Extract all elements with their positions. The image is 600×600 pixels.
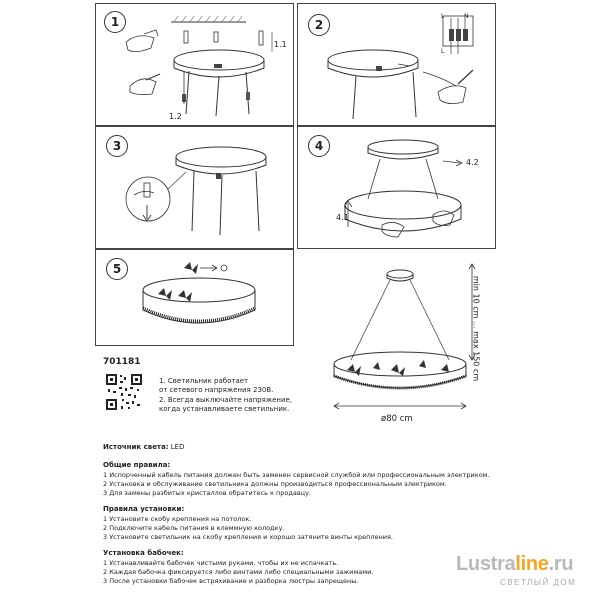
- wire-label-n: N: [464, 13, 469, 20]
- note-2-line-1: 2. Всегда выключайте напряжение,: [159, 396, 293, 404]
- butterfly-rules-title: Установка бабочек:: [103, 549, 184, 557]
- general-rules-title: Общие правила:: [103, 461, 171, 469]
- note-1-line-1: 1. Светильник работает: [159, 377, 249, 385]
- height-label: min 10 cm ... max 150 cm: [471, 275, 481, 382]
- brand-logo: [456, 553, 573, 576]
- butterfly-rule-3: 3 После установки бабочек встряхивание и разборка люстры запрещены.: [103, 577, 359, 585]
- general-rule-2: 2 Установка и обслуживание светильника должны производиться профессиональным электриком.: [103, 480, 447, 488]
- step-number: 4: [308, 135, 330, 157]
- light-source-line: [103, 443, 184, 451]
- product-code: 701181: [103, 357, 141, 367]
- qr-code: [104, 372, 144, 412]
- step-5-drawing: [96, 250, 293, 345]
- light-source-value: LED: [170, 443, 185, 451]
- install-rule-2: 2 Подключите кабель питания в клеммную колодку.: [103, 524, 285, 532]
- step-number: 5: [106, 258, 128, 280]
- step-4-drawing: [298, 127, 495, 248]
- brand-name-c: .ru: [548, 553, 574, 575]
- step-1-panel: [95, 3, 294, 126]
- install-rules-title: Правила установки:: [103, 505, 185, 513]
- step-2-panel: [297, 3, 496, 126]
- step-1-drawing: [96, 4, 293, 125]
- step-number: 3: [106, 135, 128, 157]
- step-number: 1: [104, 11, 126, 33]
- brand-tagline: СВЕТЛЫЙ ДОМ: [500, 578, 577, 587]
- step-2-drawing: [298, 4, 495, 125]
- butterfly-rule-2: 2 Каждая бабочка фиксируется либо винтами либо специальными зажимами.: [103, 568, 374, 576]
- step-number: 2: [308, 14, 330, 36]
- general-rule-1: 1 Испорченный кабель питания должен быть заменен сервисной службой или профессиональным электриком.: [103, 471, 490, 479]
- dimension-drawing: [315, 258, 495, 428]
- general-rule-3: 3 Для замены разбитых кристаллов обратитесь к продавцу.: [103, 489, 311, 497]
- step-4-panel: [297, 126, 496, 249]
- cable-label: 1.2: [169, 112, 182, 121]
- light-source-label: Источник света:: [103, 443, 169, 451]
- step-3-drawing: [96, 127, 293, 248]
- dimension-label: 1.1: [274, 40, 287, 49]
- butterfly-rule-1: 1 Устанавливайте бабочек чистыми руками, чтобы их не испачкать.: [103, 559, 339, 567]
- brand-name-a: Lustra: [456, 553, 516, 575]
- step-4-label-a: 4.1: [336, 213, 349, 222]
- wire-label-l-out: L: [441, 48, 445, 55]
- note-2-line-2: когда устанавливаете светильник.: [159, 405, 290, 413]
- brand-name-b: line: [515, 553, 549, 575]
- note-1-line-2: от сетевого напряжения 230В.: [159, 386, 274, 394]
- step-3-panel: [95, 126, 294, 249]
- install-rule-1: 1 Установите скобу крепления на потолок.: [103, 515, 252, 523]
- install-rule-3: 3 Установите светильник на скобу крепления и хорошо затяните винты крепления.: [103, 533, 393, 541]
- wire-label-l: L: [441, 13, 445, 20]
- step-4-label-b: 4.2: [466, 158, 479, 167]
- step-5-panel: [95, 249, 294, 346]
- diameter-label: ø80 cm: [381, 414, 413, 424]
